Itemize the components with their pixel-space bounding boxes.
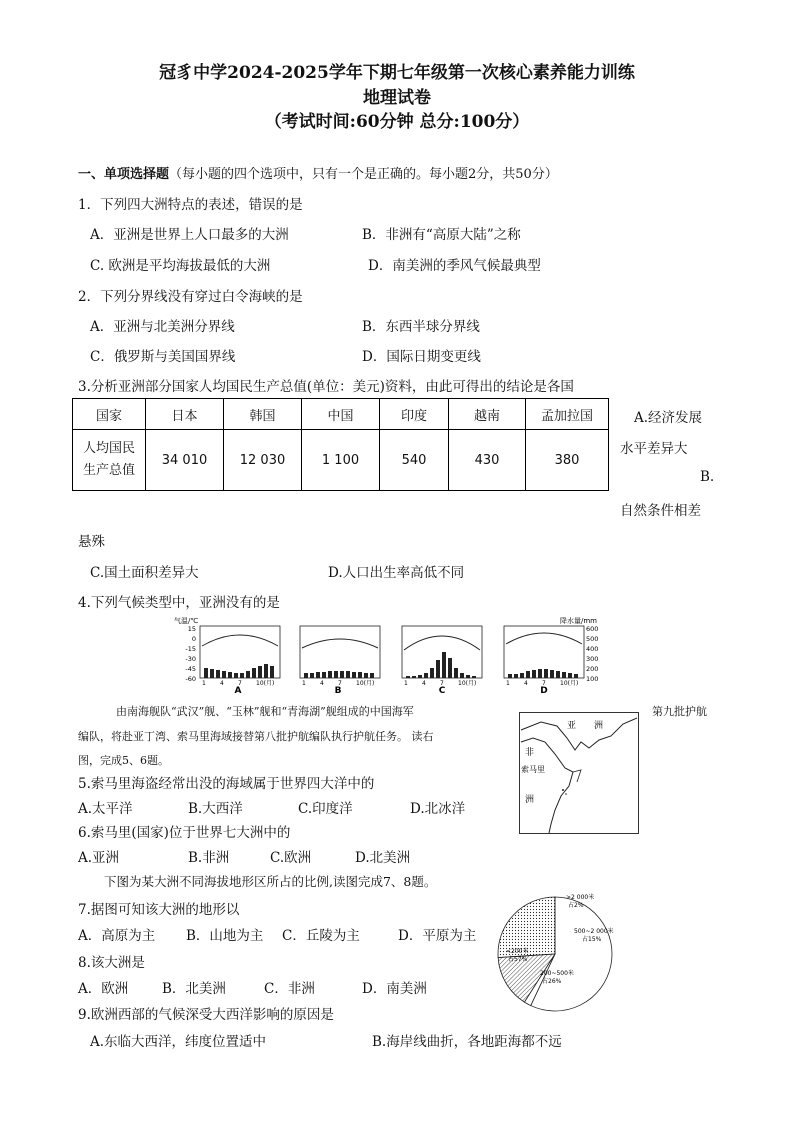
table-value: 540 <box>380 430 449 491</box>
q3-option-b-part2: 悬殊 <box>78 534 105 550</box>
precip-tick: 600 <box>586 625 599 633</box>
temp-tick: 15 <box>187 625 196 633</box>
temp-tick: -60 <box>185 675 196 683</box>
precip-tick: 500 <box>586 635 599 643</box>
chart-label-a: A <box>234 686 242 694</box>
temp-tick: -30 <box>185 655 196 663</box>
q2-option-c: C．俄罗斯与美国国界线 <box>90 349 236 365</box>
chart-label-c: C <box>438 686 446 694</box>
month-tick: 1 <box>202 680 206 687</box>
q1-option-d: D．南美洲的季风气候最典型 <box>368 258 541 274</box>
passage-7-8: 下图为某大洲不同海拔地形区所占的比例,读图完成7、8题。 <box>104 874 437 889</box>
month-tick: 10(月) <box>256 680 275 687</box>
row-label-line1: 人均国民 <box>82 441 135 456</box>
precip-tick: 400 <box>586 645 599 653</box>
table-value: 380 <box>526 430 609 491</box>
table-country: 中国 <box>302 399 380 430</box>
precip-tick: 100 <box>586 675 599 683</box>
table-row-label <box>73 430 146 491</box>
month-tick: 4 <box>422 680 426 687</box>
q1-option-b: B．非洲有“高原大陆”之称 <box>362 227 521 243</box>
q8-option-c: C．非洲 <box>264 981 315 997</box>
somalia-map <box>519 712 639 834</box>
temp-tick: 0 <box>191 635 196 643</box>
q8-option-a: A．欧洲 <box>78 981 129 997</box>
q3-option-b-part1: 自然条件相差 <box>620 503 701 519</box>
q6-option-a: A.亚洲 <box>78 850 120 866</box>
exam-subject: 地理试卷 <box>363 88 431 108</box>
table-value: 430 <box>449 430 526 491</box>
q7-option-d: D．平原为主 <box>398 928 477 944</box>
month-tick: 4 <box>524 680 528 687</box>
q1-option-a: A．亚洲是世界上人口最多的大洲 <box>90 227 289 243</box>
gnp-table <box>72 398 609 491</box>
q5-option-d: D.北冰洋 <box>410 801 466 817</box>
precip-tick: 300 <box>586 655 599 663</box>
q7-option-b: B．山地为主 <box>186 928 264 944</box>
q8-option-d: D．南美洲 <box>362 981 427 997</box>
climate-chart-c <box>402 626 482 678</box>
chart-label-d: D <box>540 686 548 694</box>
precip-tick: 200 <box>586 665 599 673</box>
passage-5-6-line1: 由南海舰队“武汉”舰、“玉林”舰和“青海湖”舰组成的中国海军 <box>116 705 414 718</box>
q3-option-d: D.人口出生率高低不同 <box>328 565 465 581</box>
pie-label-500-2000: 500~2 000米 <box>574 928 614 935</box>
row-label-line2: 生产总值 <box>82 463 135 478</box>
map-label-somalia: 索马里 <box>521 765 545 774</box>
table-head-label: 国家 <box>73 399 146 430</box>
pie-label-lt200-share: 占57% <box>508 956 528 963</box>
climate-chart-a <box>200 626 280 678</box>
map-label-asia: 亚 洲 <box>567 721 604 731</box>
q5-option-a: A.太平洋 <box>78 801 133 817</box>
pie-label-gt2000: >2 000米 <box>566 894 595 901</box>
q3-option-a-part2: 水平差异大 <box>620 441 688 457</box>
q2-option-b: B．东西半球分界线 <box>362 319 480 335</box>
month-tick: 1 <box>302 680 306 687</box>
passage-5-6-line2: 编队，将赴亚丁湾、索马里海域接替第八批护航编队执行护航任务。 读右 <box>78 730 434 743</box>
table-country: 韩国 <box>224 399 302 430</box>
section-note: （每小题的四个选项中，只有一个是正确的。每小题2分，共50分） <box>169 167 558 182</box>
chart-label-b: B <box>334 686 342 694</box>
table-country: 印度 <box>380 399 449 430</box>
q9-stem: 9.欧洲西部的气候深受大西洋影响的原因是 <box>78 1007 334 1023</box>
month-tick: 10(月) <box>458 680 477 687</box>
table-value: 34 010 <box>146 430 224 491</box>
q8-stem: 8.该大洲是 <box>78 955 145 971</box>
map-label-africa-1: 非 <box>525 748 535 758</box>
q1-stem: 1．下列四大洲特点的表述，错误的是 <box>78 197 303 213</box>
left-ticks <box>185 625 196 683</box>
q7-stem: 7.据图可知该大洲的地形以 <box>78 902 240 918</box>
month-tick: 7 <box>440 680 444 687</box>
month-tick: 1 <box>506 680 510 687</box>
q9-option-b: B.海岸线曲折，各地距海都不远 <box>372 1034 562 1050</box>
table-header-row <box>73 399 609 430</box>
q8-option-b: B．北美洲 <box>162 981 226 997</box>
q3-option-a-part1: A.经济发展 <box>634 410 703 426</box>
pie-label-lt200: <200米 <box>506 948 529 955</box>
q5-stem: 5.索马里海盗经常出没的海域属于世界四大洋中的 <box>78 776 375 792</box>
q6-option-b: B.非洲 <box>188 850 230 866</box>
q2-stem: 2．下列分界线没有穿过白令海峡的是 <box>78 289 303 305</box>
q5-option-c: C.印度洋 <box>298 801 353 817</box>
table-country: 孟加拉国 <box>526 399 609 430</box>
climate-chart-d <box>504 626 584 678</box>
table-country: 日本 <box>146 399 224 430</box>
exam-time-score: （考试时间:60分钟 总分:100分） <box>264 112 530 132</box>
elevation-pie-chart <box>490 893 620 1015</box>
q4-stem: 4.下列气候类型中，亚洲没有的是 <box>78 595 280 611</box>
table-value-row <box>73 430 609 491</box>
q3-option-b-letter: B. <box>700 469 715 485</box>
q2-option-a: A．亚洲与北美洲分界线 <box>90 319 235 335</box>
month-tick: 4 <box>220 680 224 687</box>
q3-stem: 3.分析亚洲部分国家人均国民生产总值(单位：美元)资料，由此可得出的结论是各国 <box>78 379 574 395</box>
temp-tick: -45 <box>185 665 196 673</box>
passage-5-6-line1-tail: 第九批护航 <box>652 705 707 718</box>
precipitation-axis-title: 降水量/mm <box>560 617 597 625</box>
month-tick: 4 <box>320 680 324 687</box>
month-tick: 7 <box>338 680 342 687</box>
month-tick: 1 <box>404 680 408 687</box>
climate-chart-b <box>300 626 380 678</box>
table-value: 12 030 <box>224 430 302 491</box>
right-ticks <box>586 625 598 683</box>
q3-option-c: C.国土面积差异大 <box>90 565 199 581</box>
q2-option-d: D．国际日期变更线 <box>362 349 481 365</box>
q7-option-a: A．高原为主 <box>78 928 156 944</box>
pie-label-200-500-share: 占26% <box>542 978 562 985</box>
q9-option-a: A.东临大西洋，纬度位置适中 <box>90 1034 267 1050</box>
q5-option-b: B.大西洋 <box>188 801 243 817</box>
pie-label-gt2000-share: 占2% <box>568 902 584 909</box>
map-label-africa-2: 洲 <box>525 795 535 805</box>
chart-labels <box>235 686 548 694</box>
temp-tick: -15 <box>185 645 196 653</box>
month-ticks <box>202 679 578 687</box>
pie-label-500-2000-share: 占15% <box>582 936 602 943</box>
q6-stem: 6.索马里(国家)位于世界七大洲中的 <box>78 825 291 841</box>
q6-option-d: D.北美洲 <box>355 850 411 866</box>
passage-5-6-line3: 图，完成5、6题。 <box>78 754 169 767</box>
section-heading <box>78 163 558 182</box>
table-country: 越南 <box>449 399 526 430</box>
q7-option-c: C．丘陵为主 <box>282 928 360 944</box>
section-title: 一、单项选择题 <box>78 167 170 182</box>
month-tick: 7 <box>238 680 242 687</box>
q1-option-c: C. 欧洲是平均海拔最低的大洲 <box>90 258 271 274</box>
climate-charts-figure <box>172 616 612 694</box>
month-tick: 7 <box>542 680 546 687</box>
temperature-axis-title: 气温/℃ <box>174 617 199 625</box>
month-tick: 10(月) <box>356 680 375 687</box>
pie-label-200-500: 200~500米 <box>540 970 574 977</box>
month-tick: 10(月) <box>560 680 579 687</box>
exam-title: 冠豸中学2024-2025学年下期七年级第一次核心素养能力训练 <box>159 63 635 83</box>
table-value: 1 100 <box>302 430 380 491</box>
q6-option-c: C.欧洲 <box>270 850 312 866</box>
